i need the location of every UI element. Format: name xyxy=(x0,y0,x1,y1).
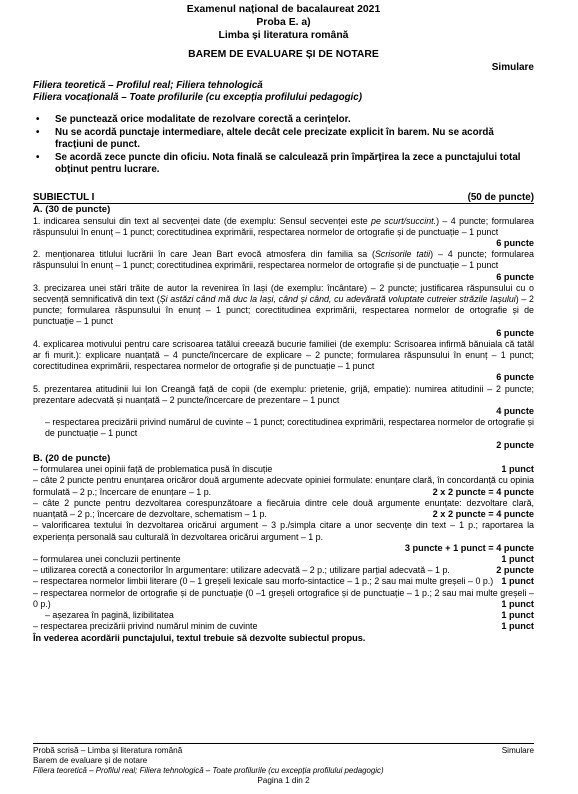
item-4-points: 6 puncte xyxy=(496,372,534,383)
exam-proba: Proba E. a) xyxy=(256,17,311,28)
section-b-items xyxy=(33,464,534,645)
rule-item: • Se punctează orice modalitate de rezolvare corectă a cerințelor. xyxy=(33,114,534,126)
criterion-points: 1 punct xyxy=(501,553,534,564)
criterion-row xyxy=(33,520,534,554)
item-3-quote: Și astăzi când mă duc la Iași, când și când, cu adevărată voluptate cutreier străzile Iașului xyxy=(159,293,516,304)
filiera-line-1: Filiera teoretică – Profilul real; Filiera tehnologică xyxy=(33,80,263,91)
criterion-row xyxy=(33,464,534,475)
item-1-text: 1. indicarea sensului din text al secvenței date (de exemplu: Sensul secvenței este xyxy=(33,215,372,226)
subiect-title: SUBIECTUL I xyxy=(33,192,95,203)
item-1-points: 6 puncte xyxy=(496,237,534,248)
criterion-row xyxy=(33,554,534,565)
item-4 xyxy=(33,339,534,373)
item-extra-points: 2 puncte xyxy=(496,439,534,450)
item-3 xyxy=(33,283,534,328)
item-3-text: 3. precizarea unei stări trăite de autor la revenirea în Iași (de exemplu: încântare) – 2 puncte; justificarea răspunsului cu o secvență semnificativă din text ( xyxy=(33,282,534,304)
item-2-points: 6 puncte xyxy=(496,271,534,282)
criterion-text: – respectarea normelor limbii literare (0 – 1 greșeli lexicale sau morfo-sintactice – 1 p.; 2 sau mai multe greșeli – 0 p.) xyxy=(33,576,494,587)
footer-row xyxy=(33,746,534,756)
subiect-heading xyxy=(33,192,534,204)
page-number: Pagina 1 din 2 xyxy=(257,776,310,785)
criterion-points: 1 punct xyxy=(501,464,534,475)
item-4-text: 4. explicarea motivului pentru care scrisoarea tatălui creează bucurie familiei (de exemplu: Scrisoarea infirmă bănuiala că tatăl ar fi murit.): explicare nuanțată – 4 puncte/încercare de explicare – 2 puncte; formularea răspunsului în enunț – 1 punct; corectitudinea exprimării, respectarea normelor de ortografie și de punctuație – 1 punct xyxy=(33,338,534,372)
subiect-points: (50 de puncte) xyxy=(467,192,534,203)
item-5-points: 4 puncte xyxy=(496,405,534,416)
exam-name: Examenul național de bacalaureat 2021 xyxy=(186,4,381,15)
filiera-block xyxy=(33,80,534,104)
criterion-text: – așezarea în pagină, lizibilitatea xyxy=(45,609,174,620)
criterion-text: – utilizarea corectă a conectorilor în argumentare: utilizare adecvată – 2 p.; utilizare parțial adecvată – 1 p. xyxy=(33,565,450,576)
criterion-points: 1 punct xyxy=(501,576,534,587)
criterion-text: – formularea unei opinii față de problematica pusă în discuție xyxy=(33,464,273,475)
item-3-points: 6 puncte xyxy=(496,327,534,338)
item-2-text: 2. menționarea titlului lucrării în care Jean Bart evocă atmosfera din familia sa ( xyxy=(33,249,375,260)
footer-simulare: Simulare xyxy=(501,746,534,755)
rule-item: • Nu se acordă punctaje intermediare, altele decât cele precizate explicit în barem. Nu se acordă fracțiuni de punct. xyxy=(33,127,534,151)
barem-title-row xyxy=(33,49,534,73)
item-1-quote: pe scurt/succint. xyxy=(371,215,437,226)
criterion-text: – formularea unei concluzii pertinente xyxy=(33,553,181,564)
item-2-text-end: ) – 4 puncte; formularea răspunsului în enunț – 1 punct; corectitudinea exprimării, respectarea normelor de ortografie și de punctuație – 1 punct xyxy=(33,249,534,271)
footer-proba: Probă scrisă – Limba și literatura română xyxy=(33,746,183,755)
criterion-points: 1 punct xyxy=(501,598,534,609)
criterion-points: 3 puncte + 1 punct = 4 puncte xyxy=(404,542,534,553)
item-3-text-end: ) – 2 puncte; formularea răspunsului în enunț – 1 punct; corectitudinea exprimării, respectarea normelor de ortografie și de punctuație – 1 punct xyxy=(33,293,534,327)
rule-item: • Se acordă zece puncte din oficiu. Nota finală se calculează prin împărțirea la zece a punctajului total obținut pentru lucrare. xyxy=(33,152,534,176)
filiera-line-2: Filiera vocațională – Toate profilurile (cu excepția profilului pedagogic) xyxy=(33,92,362,103)
section-b-title: B. (20 de puncte) xyxy=(33,452,111,464)
section-a-items xyxy=(33,216,534,451)
general-rules-list xyxy=(33,114,534,176)
document-header xyxy=(33,0,534,42)
criterion-row xyxy=(33,576,534,587)
final-note: În vederea acordării punctajului, textul trebuie să dezvolte subiectul propus. xyxy=(33,633,366,644)
criterion-points: 2 x 2 puncte = 4 puncte xyxy=(432,486,534,497)
criterion-text: – câte 2 puncte pentru dezvoltarea corespunzătoare a fiecăruia dintre cele două argumente enunțate: dezvoltare clară, nuanțată – 2 p.; încercare de dezvoltare, schematism – 1 p. xyxy=(33,497,534,520)
item-2-title: Scrisorile tatii xyxy=(374,249,431,260)
criterion-text: – respectarea normelor de ortografie și de punctuație (0 –1 greșeli ortografice și de punctuație – 1 p.; 2 sau mai multe greșeli – 0 p.) xyxy=(33,587,534,609)
barem-title: BAREM DE EVALUARE ȘI DE NOTARE xyxy=(188,49,379,60)
criterion-row xyxy=(33,475,534,497)
criterion-points: 1 punct xyxy=(501,609,534,620)
item-5-text: 5. prezentarea atitudinii lui Ion Creangă față de copii (de exemplu: prietenie, grijă, empatie): numirea atitudinii – 2 puncte; prezentare adecvată și nuanțată – 2 puncte/încercare de prezentare – 1 punct xyxy=(33,383,534,405)
item-2 xyxy=(33,249,534,271)
criterion-points: 2 puncte xyxy=(496,565,534,576)
criterion-points: 2 x 2 puncte = 4 puncte xyxy=(432,509,534,520)
criterion-text: – respectarea precizării privind numărul minim de cuvinte xyxy=(33,621,258,632)
item-5 xyxy=(33,384,534,406)
criterion-text: – valorificarea textului în dezvoltarea oricărui argument – 3 p./simpla citare a unor secvențe din text – 1 p.; raportarea la experiența personală sau culturală în dezvoltarea oricărui argument – 1 p. xyxy=(33,520,534,542)
criterion-points: 1 punct xyxy=(501,621,534,632)
item-extra: – respectarea precizării privind numărul de cuvinte – 1 punct; corectitudinea exprimării, respectarea normelor de ortografie și de punctuație – 1 punct xyxy=(45,417,534,439)
section-a-title: A. (30 de puncte) xyxy=(33,204,111,215)
item-1 xyxy=(33,216,534,238)
criterion-row xyxy=(33,498,534,520)
criterion-row xyxy=(33,588,534,610)
page-footer xyxy=(33,743,534,786)
exam-subject: Limba și literatura română xyxy=(218,30,349,41)
footer-filiera: Filiera teoretică – Profilul real; Filiera tehnologică – Toate profilurile (cu excepția profilului pedagogic) xyxy=(33,766,384,775)
criterion-row xyxy=(33,565,534,576)
simulare-label: Simulare xyxy=(491,62,534,73)
criterion-row xyxy=(33,610,534,621)
footer-barem: Barem de evaluare și de notare xyxy=(33,756,148,765)
item-1-text-end: ) – 4 puncte; formularea răspunsului în enunț – 1 punct; corectitudinea exprimării, respectarea normelor de ortografie și de punctuație – 1 punct xyxy=(33,215,534,237)
criterion-row xyxy=(33,621,534,632)
criterion-text: – câte 2 puncte pentru enunțarea oricăror două argumente adecvate opiniei formulate: enunțare clară, în concordanță cu opinia formulată – 2 p.; încercare de enunțare – 1 p. xyxy=(33,475,534,497)
